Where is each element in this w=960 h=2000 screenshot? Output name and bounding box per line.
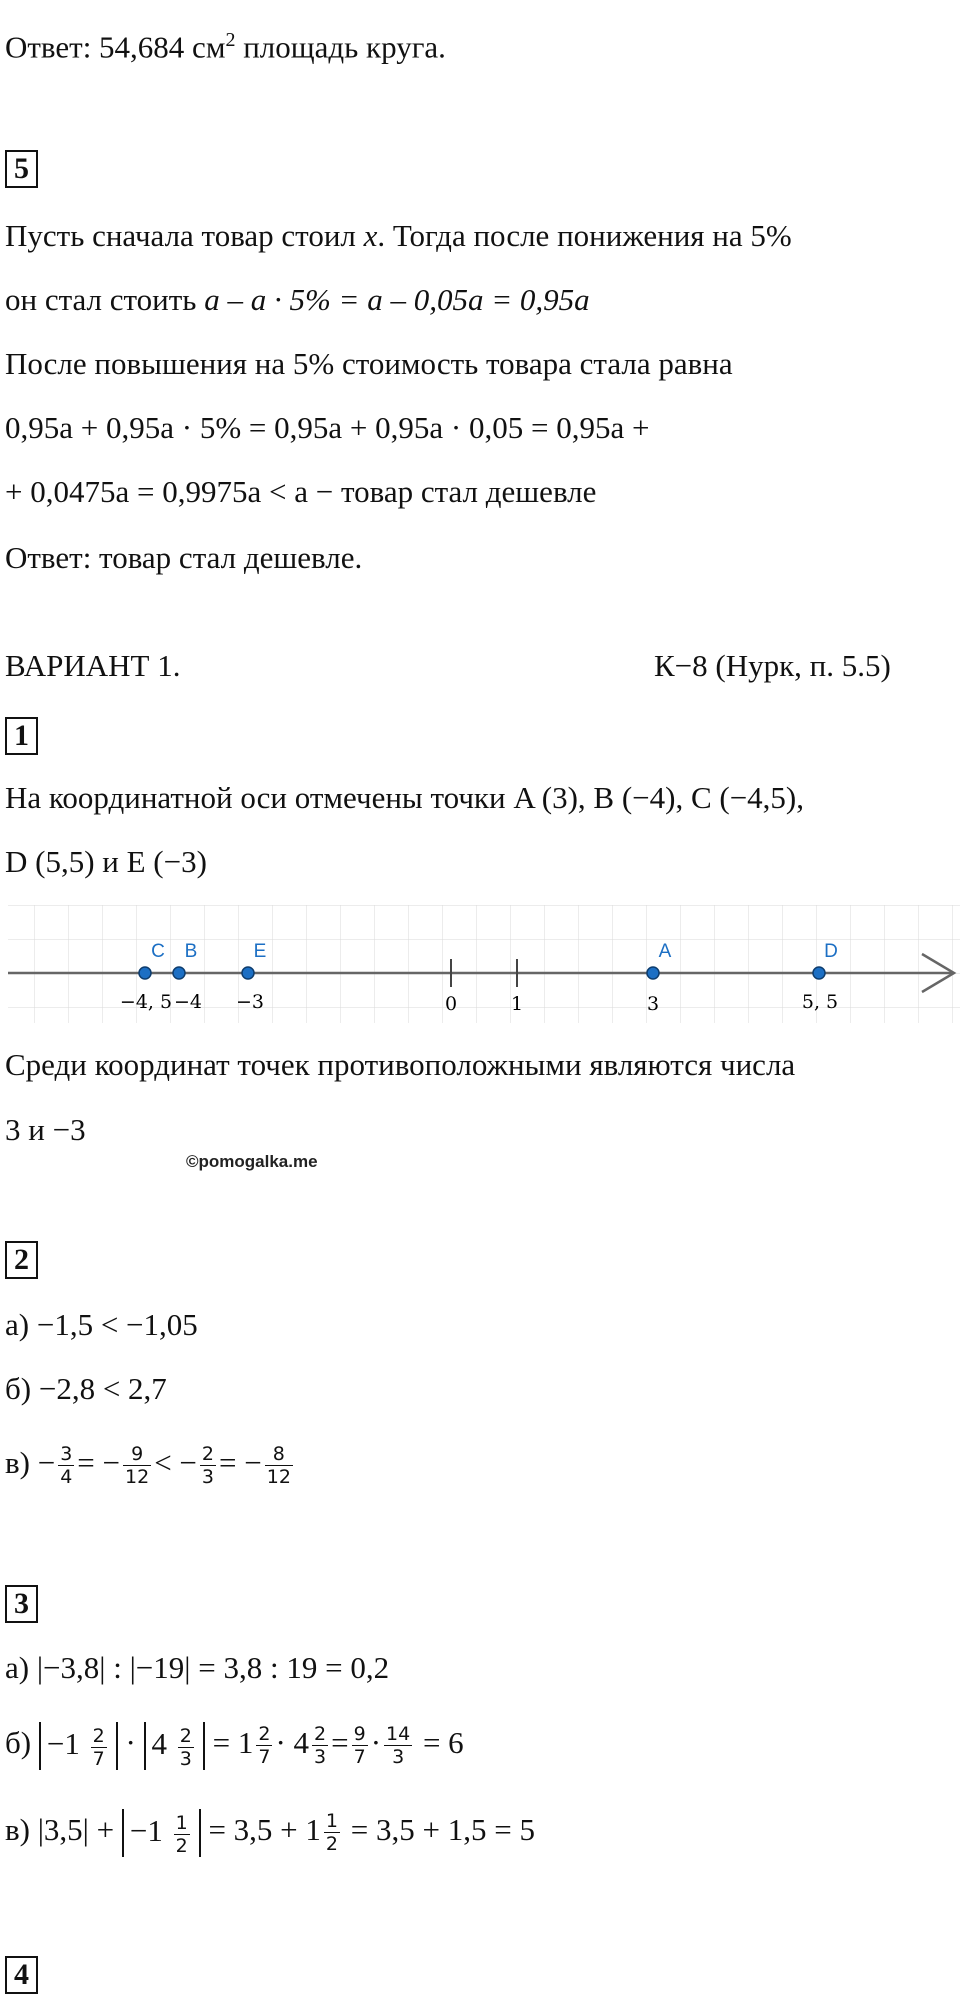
task1-line2: D (5,5) и E (−3) <box>5 844 207 879</box>
task2-c-prefix: в) − <box>5 1445 56 1480</box>
task4-number: 4 <box>5 1956 38 1994</box>
tick-label-0: 0 <box>444 993 458 1015</box>
operator: · <box>370 1725 382 1760</box>
task3-a: а) |−3,8| : |−19| = 3,8 : 19 = 0,2 <box>5 1650 390 1685</box>
area-answer-text: Ответ: 54,684 см <box>5 29 226 65</box>
task5-line1-b: . Тогда после понижения на 5% <box>377 218 792 253</box>
numerator: 1 <box>175 1811 188 1834</box>
task5-line4: 0,95a + 0,95a · 5% = 0,95a + 0,95a · 0,05 = 0,95a + <box>5 410 650 445</box>
absolute-value <box>39 1722 118 1769</box>
task2-b: б) −2,8 < 2,7 <box>5 1371 167 1406</box>
watermark: ©pomogalka.me <box>186 1152 318 1171</box>
fraction <box>91 1725 107 1770</box>
tick-label-3: 3 <box>646 993 660 1015</box>
fraction <box>312 1723 328 1768</box>
operator: · 4 <box>275 1725 310 1760</box>
operator: = − <box>77 1445 121 1480</box>
tick-label-neg-4-5: −4, 5 <box>119 991 173 1013</box>
task1-number: 1 <box>5 717 38 755</box>
absolute-value <box>122 1809 201 1856</box>
denominator: 3 <box>392 1746 405 1769</box>
numerator: 2 <box>258 1723 271 1746</box>
operator: < − <box>154 1445 197 1480</box>
task3-c-prefix: в) |3,5| + <box>5 1812 122 1847</box>
area-answer <box>5 20 446 67</box>
operator: · <box>125 1725 136 1760</box>
number-line <box>0 902 960 1032</box>
result: = 3,5 + 1,5 = 5 <box>350 1812 535 1847</box>
fraction <box>174 1812 190 1857</box>
task5-line5-tail: − товар стал дешевле <box>307 474 597 509</box>
task2-a: а) −1,5 < −1,05 <box>5 1307 198 1342</box>
task5-line1 <box>5 216 792 256</box>
result: = 6 <box>422 1725 464 1760</box>
fraction <box>200 1443 216 1488</box>
fraction <box>324 1810 340 1855</box>
fraction <box>265 1443 293 1488</box>
point-label-d: D <box>824 941 838 962</box>
operator: = <box>331 1725 349 1760</box>
denominator: 3 <box>314 1746 327 1769</box>
denominator: 7 <box>92 1747 105 1770</box>
absolute-value <box>144 1722 205 1769</box>
task1-line3: Среди координат точек противоположными являются числа <box>5 1047 796 1082</box>
point-label-b: B <box>184 941 198 962</box>
fraction <box>384 1723 412 1768</box>
abs-whole: 4 <box>151 1726 168 1762</box>
denominator: 3 <box>179 1747 192 1770</box>
point-label-e: E <box>253 941 267 962</box>
numerator: 2 <box>201 1443 215 1466</box>
task3-b-prefix: б) <box>5 1725 39 1760</box>
task1-line1: На координатной оси отмечены точки A (3), B (−4), C (−4,5), <box>5 780 805 815</box>
operator: = 1 <box>212 1725 254 1760</box>
numerator: 2 <box>179 1724 192 1747</box>
fraction <box>178 1725 194 1770</box>
fraction <box>58 1443 74 1488</box>
denominator: 4 <box>60 1466 73 1489</box>
numerator: 1 <box>325 1810 338 1833</box>
task5-line2-a: он стал стоить <box>5 282 205 317</box>
area-answer-sup: 2 <box>225 29 236 51</box>
fraction <box>123 1443 151 1488</box>
numerator: 8 <box>265 1443 293 1466</box>
variant-reference: К−8 (Нурк, п. 5.5) <box>654 648 891 683</box>
numerator: 9 <box>123 1443 151 1466</box>
numerator: 3 <box>60 1443 73 1466</box>
task5-number: 5 <box>5 150 38 188</box>
denominator: 7 <box>258 1746 271 1769</box>
point-e <box>242 967 254 979</box>
tick-label-5-5: 5, 5 <box>801 991 839 1013</box>
numerator: 2 <box>92 1724 105 1747</box>
denominator: 12 <box>125 1466 150 1489</box>
tick-label-1: 1 <box>510 993 524 1015</box>
variant-title: ВАРИАНТ 1. <box>5 648 181 683</box>
abs-whole: −1 <box>46 1726 80 1762</box>
point-label-c: C <box>151 941 165 962</box>
numerator: 9 <box>353 1723 366 1746</box>
task3-b <box>5 1718 464 1770</box>
fraction <box>352 1723 368 1768</box>
point-label-a: A <box>658 941 672 962</box>
point-d <box>813 967 825 979</box>
denominator: 12 <box>266 1466 291 1489</box>
task3-c <box>5 1805 535 1857</box>
denominator: 2 <box>175 1834 188 1857</box>
task5-line5-expr: + 0,0475a = 0,9975a < a <box>5 474 308 509</box>
point-c <box>139 967 151 979</box>
area-answer-suffix: площадь круга. <box>235 29 446 65</box>
abs-whole: −1 <box>129 1813 163 1849</box>
denominator: 2 <box>325 1833 338 1856</box>
task5-var-x: x <box>363 218 378 253</box>
point-a <box>647 967 659 979</box>
task2-number: 2 <box>5 1241 38 1279</box>
tick-label-neg-3: −3 <box>235 991 265 1013</box>
task1-line4: 3 и −3 <box>5 1112 86 1147</box>
numerator: 2 <box>314 1723 327 1746</box>
task5-line3: После повышения на 5% стоимость товара стала равна <box>5 346 733 381</box>
point-b <box>173 967 185 979</box>
task5-line2-expr: a – a · 5% = a – 0,05a = 0,95a <box>204 282 590 317</box>
denominator: 7 <box>353 1746 366 1769</box>
task5-answer: Ответ: товар стал дешевле. <box>5 540 363 575</box>
task5-line2 <box>5 280 590 320</box>
fraction <box>256 1723 272 1768</box>
denominator: 3 <box>201 1466 215 1489</box>
operator: = 3,5 + 1 <box>208 1812 321 1847</box>
task3-number: 3 <box>5 1585 38 1623</box>
task2-c <box>5 1438 296 1488</box>
operator: = − <box>219 1445 262 1480</box>
task5-line5 <box>5 472 596 512</box>
tick-label-neg-4: −4 <box>173 991 203 1013</box>
task5-line1-a: Пусть сначала товар стоил <box>5 218 364 253</box>
numerator: 14 <box>386 1723 411 1746</box>
